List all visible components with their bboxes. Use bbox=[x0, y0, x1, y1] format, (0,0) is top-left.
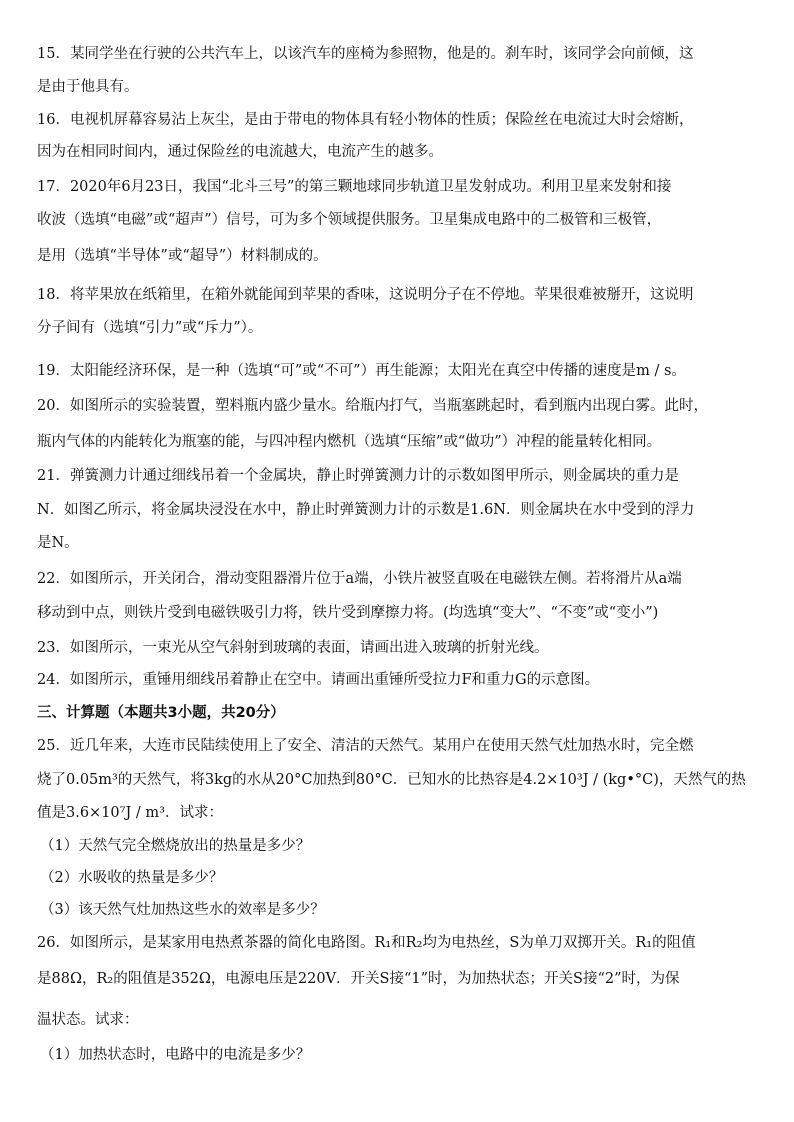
q20-line-2: 瓶内气体的内能转化为瓶塞的能，与四冲程内燃机（选填“压缩”或“做功”）冲程的能量转化相同。 bbox=[37, 434, 662, 450]
q21-line-1: 21．弹簧测力计通过细线吊着一个金属块，静止时弹簧测力计的示数如图甲所示，则金属块的重力是 bbox=[37, 468, 679, 484]
q25-part-3: （3）该天然气灶加热这些水的效率是多少？ bbox=[40, 902, 325, 918]
q26-part-1: （1）加热状态时，电路中的电流是多少？ bbox=[40, 1047, 311, 1063]
q25-part-1: （1）天然气完全燃烧放出的热量是多少？ bbox=[40, 838, 311, 854]
q25-line-2: 烧了0.05m³的天然气，将3kg的水从20°C加热到80°C．已知水的比热容是4.2×10³J / (kg•°C)，天然气的热 bbox=[37, 772, 746, 788]
q22-line-2: 移动到中点，则铁片受到电磁铁吸引力将，铁片受到摩擦力将。(均选填“变大”、“不变”或“变小”) bbox=[37, 605, 659, 621]
q22-line-1: 22．如图所示，开关闭合，滑动变阻器滑片位于a端，小铁片被竖直吸在电磁铁左侧。若将滑片从a端 bbox=[37, 571, 682, 587]
q21-line-3: 是N。 bbox=[37, 535, 79, 551]
q25-line-1: 25．近几年来，大连市民陆续使用上了安全、清洁的天然气。某用户在使用天然气灶加热水时，完全燃 bbox=[37, 738, 694, 754]
q16-line-2: 因为在相同时间内，通过保险丝的电流越大，电流产生的越多。 bbox=[37, 144, 443, 160]
q15-line-2: 是由于他具有。 bbox=[37, 79, 139, 95]
q18-line-2: 分子间有（选填“引力”或“斥力”）。 bbox=[37, 320, 263, 336]
q16-line-1: 16．电视机屏幕容易沾上灰尘，是由于带电的物体具有轻小物体的性质；保险丝在电流过大时会熔断， bbox=[37, 112, 694, 128]
q19-line-1: 19．太阳能经济环保，是一种（选填“可”或“不可”）再生能源；太阳光在真空中传播的速度是m / s。 bbox=[37, 363, 686, 379]
q20-line-1: 20．如图所示的实验装置，塑料瓶内盛少量水。给瓶内打气，当瓶塞跳起时，看到瓶内出现白雾。此时， bbox=[37, 398, 708, 414]
q17-line-3: 是用（选填“半导体”或“超导”）材料制成的。 bbox=[37, 248, 328, 264]
q23-line-1: 23．如图所示，一束光从空气斜射到玻璃的表面，请画出进入玻璃的折射光线。 bbox=[37, 640, 549, 656]
q25-line-3: 值是3.6×10⁷J / m³．试求： bbox=[37, 805, 223, 821]
section-heading-calculation: 三、计算题（本题共3小题，共20分） bbox=[37, 705, 285, 721]
q26-line-3: 温状态。试求： bbox=[37, 1012, 139, 1028]
q26-line-2: 是88Ω，R₂的阻值是352Ω，电源电压是220V．开关S接“1”时，为加热状态；开关S接“2”时，为保 bbox=[37, 971, 680, 987]
q21-line-2: N．如图乙所示，将金属块浸没在水中，静止时弹簧测力计的示数是1.6N．则金属块在水中受到的浮力 bbox=[37, 502, 695, 518]
q15-line-1: 15．某同学坐在行驶的公共汽车上，以该汽车的座椅为参照物，他是的。刹车时，该同学会向前倾，这 bbox=[37, 46, 694, 62]
q25-part-2: （2）水吸收的热量是多少？ bbox=[40, 870, 224, 886]
q24-line-1: 24．如图所示，重锤用细线吊着静止在空中。请画出重锤所受拉力F和重力G的示意图。 bbox=[37, 672, 600, 688]
q17-line-2: 收波（选填“电磁”或“超声”）信号，可为多个领域提供服务。卫星集成电路中的二极管和三极管， bbox=[37, 212, 662, 228]
q17-line-1: 17．2020年6月23日，我国“北斗三号”的第三颗地球同步轨道卫星发射成功。利用卫星来发射和接 bbox=[37, 179, 672, 195]
q18-line-1: 18．将苹果放在纸箱里，在箱外就能闻到苹果的香味，这说明分子在不停地。苹果很难被掰开，这说明 bbox=[37, 287, 694, 303]
q26-line-1: 26．如图所示，是某家用电热煮茶器的简化电路图。R₁和R₂均为电热丝，S为单刀双掷开关。R₁的阻值 bbox=[37, 935, 696, 951]
